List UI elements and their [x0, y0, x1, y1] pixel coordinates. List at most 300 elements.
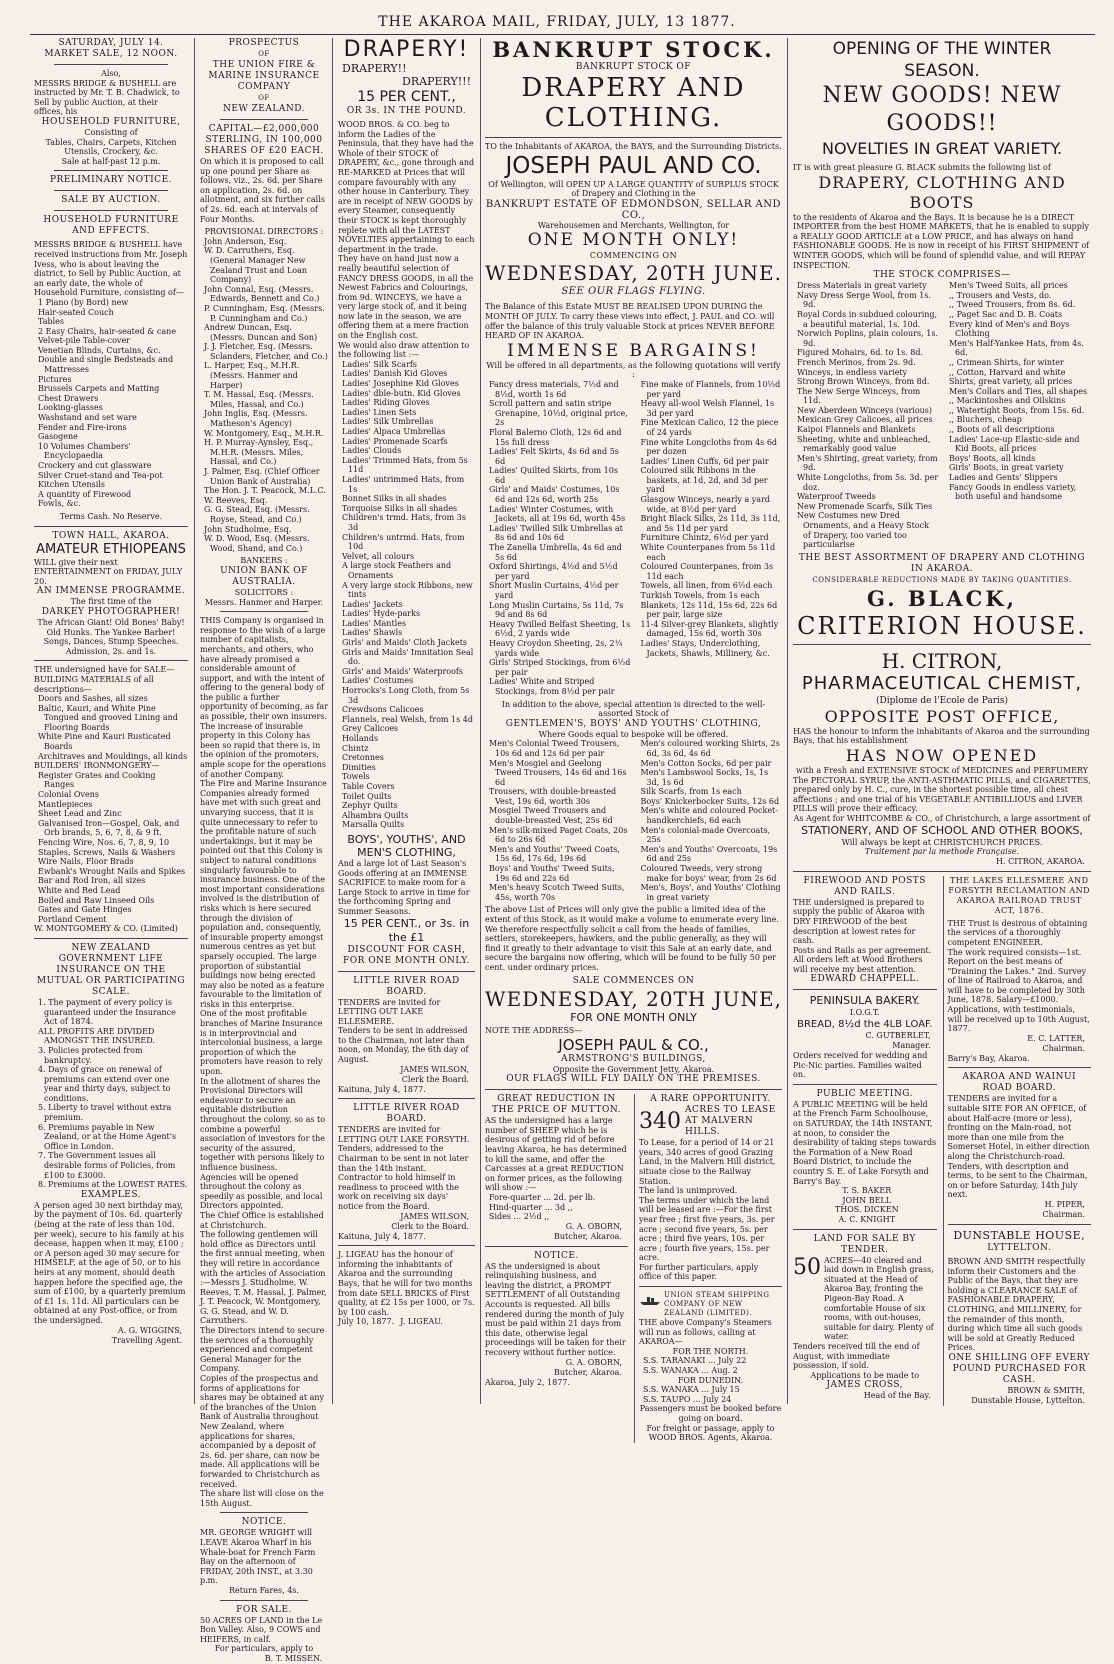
ad-body: WILL give their next ENTERTAINMENT on FRIDAY, JULY 20. — [34, 557, 183, 586]
ad-subheading: STATIONERY, AND OF SCHOOL AND OTHER BOOKS, — [801, 823, 1083, 837]
divider — [220, 119, 308, 120]
ad-body: The above List of Prices will only give the public a limited idea of the extent of this Stock, as it would make a volume to enumerate every line. We therefore respectfully solicit a call from the heads of families, settlers, storekeepers, hawkers, and the public generally, as they will find it greatly to their advantage to visit this Sale at an early date, and secure the bargains now offering, which will be found to be fully 50 per cent. under ordinary prices. — [485, 905, 779, 972]
ad-headline: NEW GOODS! NEW GOODS!! — [822, 83, 1062, 136]
list-item: Men's Half-Yankee Hats, from 4s. 6d. — [949, 338, 1084, 358]
ad-heading: OR 3s. IN THE POUND. — [346, 106, 467, 116]
clothing-list-left — [485, 739, 631, 902]
land-ad — [793, 1256, 937, 1342]
list-item: Fine white Longcloths from 4s 6d per dozen — [640, 437, 778, 457]
list-item: Fancy dress materials, 7½d and 8½d, worth 1s 6d — [489, 379, 619, 399]
ad-signature: B. T. MISSEN. — [264, 1653, 322, 1663]
price-list-left — [485, 380, 631, 697]
list-item: Boys' Knickerbocker Suits, 12s 6d — [640, 796, 780, 806]
list-item: Horrocks's Long Cloth, from 5s 3d — [342, 686, 470, 705]
ad-body: The Fire and Marine Insurance Companies already formed have met with such great and unvarying success, that it is quite unnecessary to refer to the profitable nature of such undertakings, but it may be pointed out that this Colony is subject to natural conditions singularly favourable to insurance business. One of the most important considerations involved is the distribution of risks which is here secured through the division of population and, consequently, of insurable property amongst numerous centres as yet but sparsely occupied. The large proportion of substantial buildings now being erected may also be noted as a feature favourable to the limitation of risks in this enterprise. — [200, 779, 327, 1009]
ad-signature: EDWARD CHAPPELL. — [810, 974, 920, 985]
ad-headline: OPPOSITE POST OFFICE, — [824, 706, 1060, 726]
ad-body: MR. GEORGE WRIGHT will LEAVE Akaroa Wharf in his Whale-boat for French Farm Bay on the afternoon of FRIDAY, 20th INST., at 3.30 p.m. — [200, 1528, 316, 1586]
column-4 — [481, 37, 786, 1443]
ad-text: Terms Cash. No Reserve. — [59, 511, 163, 521]
list-item: 5. Liberty to travel without extra premium. — [38, 1103, 172, 1123]
ad-body: THIS Company is organised in response to the wish of a large number of capitalists, merchants, and others, who have already promised a considerable amount of support, and with the intent of offering to the general body of the public a further opportunity of becoming, as far as possible, their own insurers. — [200, 616, 329, 722]
list-item: Oxford Shirtings, 4½d and 5½d per yard — [489, 562, 618, 581]
ad-text: FOR DUNEDIN. — [677, 1375, 744, 1385]
divider — [34, 938, 188, 939]
ad-body: The following gentlemen will hold office as Directors until the first annual meeting, when they will retire in accordance with the articles of Association :—Messrs J. Studholme, W. Reeves, T. M. Hassal, J. Palmer, J. T. Peacock, W. Montgomery, G. G. Stead, and W. D. Carruthers. — [200, 1230, 327, 1326]
ad-heading: LYTTELTON. — [987, 1242, 1052, 1253]
ad-body: Contractor to hold himself in readiness to proceed with the work on receiving six days' notice from the Board. — [338, 1173, 460, 1211]
list-item: Fine make of Flannels, from 10½d per yard — [640, 379, 781, 399]
list-item: Kitchen Utensils — [38, 480, 105, 490]
ad-heading: FIREWOOD AND POSTS AND RAILS. — [803, 875, 926, 897]
list-item: T. S. BAKER — [842, 1186, 892, 1196]
list-item: A. C. KNIGHT — [838, 1214, 896, 1224]
list-item: White Counterpanes from 5s 11d each — [640, 543, 776, 562]
list-item: Fore-quarter ... 2d. per lb. — [489, 1192, 596, 1202]
list-item: Every kind of Men's and Boys Clothing — [949, 319, 1070, 339]
list-item: JOHN BELL — [842, 1195, 892, 1205]
ad-heading: ACRES TO LEASE AT MALVERN HILLS. — [685, 1105, 776, 1138]
ad-headline: ONE MONTH ONLY! — [527, 230, 740, 251]
list-item: Girls' and Maids' Waterproofs — [342, 666, 463, 676]
list-item: Men's Mosgiel and Geelong Tweed Trousers, 14s 6d and 16s 6d — [489, 758, 627, 787]
ironmongery-list — [34, 771, 188, 925]
list-item: W. D. Carruthers, Esq. (General Manager New Zealand Trust and Loan Company) — [204, 246, 308, 285]
list-item: Ladies and Gents' Slippers — [949, 473, 1058, 483]
ad-body: HAS the honour to inform the inhabitants of Akaroa and the surrounding Bays, that his establishment — [793, 726, 1090, 746]
list-item: 7. The Government issues all desirable forms of Policies, from £100 to £3000. — [38, 1151, 176, 1180]
ad-subheading: DRAPERY!!! — [402, 75, 471, 88]
ad-text: Sale at half-past 12 p.m. — [61, 156, 161, 166]
ad-headline: AMATEUR ETHIOPEANS — [36, 541, 186, 557]
ad-body: AS the undersigned has a large number of SHEEP which he is desirous of getting rid of before leaving Akaroa, he has determined to kill the same, and offer the Carcasses at a great REDUCTION on former prices, as the following will show :— — [485, 1116, 627, 1193]
ad-heading: BANKERS : — [240, 556, 288, 566]
ad-subheading: PENINSULA BAKERY. — [809, 994, 920, 1008]
list-item: Winceys, in endless variety — [797, 367, 908, 377]
list-item: Galvanised Iron—Gospel, Oak, and Orb brands, 5, 6, 7, 8, & 9 ft. — [38, 818, 180, 838]
sailing-list — [639, 1356, 782, 1375]
list-item: Ladies' Silk Scarfs — [342, 359, 417, 369]
ad-heading: TOWN HALL, AKAROA. — [52, 530, 170, 541]
list-item: Coloured Counterpanes, from 3s 11d each — [640, 562, 774, 581]
list-item: Ladies' Twilled Silk Umbrellas at 8s 6d and 10s 6d — [489, 523, 623, 543]
ad-heading: OUR FLAGS WILL FLY DAILY ON THE PREMISES. — [506, 1074, 761, 1085]
list-item: Ladies' Promenade Scarfs — [342, 436, 448, 446]
list-item: Ladies' Linen Cuffs, 6d per pair — [640, 456, 769, 466]
ad-body: All orders left at Wood Brothers will receive my best attention. — [793, 955, 923, 974]
list-item: Fowls, &c. — [38, 499, 81, 509]
list-item: Girls' and Maids' Costumes, 10s 6d and 12s 6d, worth 25s — [489, 485, 620, 505]
ad-heading: PRELIMINARY NOTICE. — [49, 175, 172, 186]
price-lists — [485, 380, 782, 697]
ad-text: Where Goods equal to bespoke will be offered. — [538, 729, 729, 739]
ad-body: Tenders received till the end of August, with immediate possession, if sold. — [793, 1341, 920, 1371]
list-item: Coloured silk Ribbons in the baskets, at 1d, 2d, and 3d per yard — [640, 466, 768, 495]
list-item: Men's silk-mixed Paget Coats, 20s 6d to 26s 6d — [489, 825, 628, 845]
list-item: Sides ... 2½d ,, — [489, 1212, 550, 1222]
ad-text: For freight or passage, apply to WOOD BROS. Agents, Akaroa. — [646, 1423, 775, 1443]
ad-body: Orders received for wedding and Pic-Nic parties. Families waited on. — [793, 1051, 928, 1080]
ad-body: TO the Inhabitants of AKAROA, the BAYS, and the Surrounding Districts. — [485, 142, 782, 151]
divider — [220, 1600, 308, 1601]
ad-body: THE above Company's Steamers will run as follows, calling at AKAROA— — [639, 1318, 772, 1347]
ad-signature: E. C. LATTER, — [1027, 1033, 1085, 1043]
ad-headline: CRITERION HOUSE. — [797, 611, 1087, 640]
divider — [54, 190, 168, 191]
ad-heading: THE LAKES ELLESMERE AND FORSYTH RECLAMATION AND AKAROA RAILROAD TRUST ACT, 1876. — [948, 875, 1091, 915]
list-item: Men's colonial-made Overcoats, 25s — [640, 825, 771, 845]
list-item: Turkish Towels, from 1s each — [640, 591, 760, 600]
ad-body: Applications, with testimonials, will be received up to 10th August, 1877. — [947, 1005, 1090, 1034]
lease-headline — [639, 1105, 782, 1138]
list-item: 1. The payment of every policy is guaranteed under the Insurance Act of 1874. — [38, 997, 176, 1027]
ad-text: Warehousemen and Merchants, Wellington, for — [537, 220, 730, 230]
ad-body: J. LIGEAU has the honour of informing the inhabitants of Akaroa and the surrounding Bays, that he will for two months from date SELL BRICKS of First quality, at £2 15s per 1000, or 7s. by 100 cash. — [338, 1250, 475, 1317]
list-item: Zephyr Quilts — [342, 801, 398, 811]
divider — [793, 871, 1091, 872]
list-item: Velvet, all colours — [342, 551, 415, 561]
ad-signature-role: Travelling Agent. — [111, 1335, 182, 1345]
list-item: L. Harper, Esq., M.H.R. (Messrs. Hanmer and Harper) — [204, 361, 300, 390]
list-item: H. P. Murray-Aynsley, Esq., M.H.R. (Messrs. Miles, Hassal, and Co.) — [204, 438, 314, 467]
ad-body: ACRES—40 cleared and laid down in English grass, situated at the Head of Akaroa Bay, fronting the Pigeon-Bay Road. A comfortable House of six rooms, with out-houses, suitable for dairy. Plenty of water. — [824, 1255, 934, 1342]
ad-body: Tenders, with description and terms, to be sent to the Chairman, on or before Saturday, 14th July next. — [947, 1161, 1088, 1200]
ad-body: The increase of insurable property in this Colony has been so rapid that there is, in the opinion of the promoters, ample scope for the operations of another Company. — [200, 721, 327, 779]
list-item: J. J. Fletcher, Esq. (Messrs. Sclanders, Fletcher, and Co.) — [204, 342, 328, 361]
list-item: Table Covers — [342, 781, 395, 791]
list-item: 1 Piano (by Bord) new — [38, 297, 129, 307]
ad-heading: PROSPECTUS — [228, 38, 300, 48]
small-ads — [793, 876, 1091, 1406]
ad-body: THE undersigned is prepared to supply the public of Akaroa with DRY FIREWOOD of the best description at lowest rates for cash. — [793, 897, 925, 946]
list-item: Ladies' Felt Skirts, 4s 6d and 5s 6d — [489, 447, 619, 466]
ad-heading: SALE BY AUCTION. — [61, 195, 161, 206]
column-divider — [787, 38, 788, 1404]
list-item: THOS. DICKEN — [834, 1205, 899, 1215]
list-item: A very large stock Ribbons, new tints — [342, 580, 473, 600]
ad-heading: UNION STEAM SHIPPING COMPANY OF NEW ZEALAND (LIMITED). — [664, 1291, 770, 1318]
acres-number: 50 — [793, 1254, 821, 1280]
ad-headline: DRAPERY AND CLOTHING. — [521, 73, 746, 133]
ad-heading: BUILDING MATERIALS of all descriptions— — [34, 674, 154, 694]
ad-signature-role: Butcher, Akaroa. — [554, 1231, 622, 1241]
ad-text: Tables, Chairs, Carpets, Kitchen Utensils, Crockery, &c. — [45, 137, 177, 157]
ad-signature-role: Clerk the Board. — [401, 1074, 469, 1084]
ad-text: Will always be kept at CHRISTCHURCH PRICES. — [841, 837, 1043, 847]
steamship-header — [639, 1291, 782, 1318]
ad-date: Kaituna, July 4, 1877. — [338, 1231, 426, 1241]
list-item: Ladies' Riding Gloves — [342, 398, 430, 408]
list-item: Andrew Duncan, Esq. (Messrs. Duncan and Son) — [204, 323, 318, 342]
ad-subheading: BREAD, 8½d the 4LB LOAF. — [797, 1019, 933, 1031]
ad-heading: THE BEST ASSORTMENT OF DRAPERY AND CLOTHING IN AKAROA. — [798, 552, 1086, 574]
list-item: A large stock Feathers and Ornaments — [342, 561, 452, 580]
ad-body: The Directors intend to secure the services of a thoroughly experienced and competent General Manager for the Company. — [200, 1326, 325, 1374]
list-item: A quantity of Firewood — [38, 489, 132, 499]
list-item: Floral Balerno Cloth, 12s 6d and 15s full dress — [489, 427, 622, 447]
list-item: Bright Black Silks, 2s 11d, 3s 11d, and 5s 11d per yard — [640, 514, 781, 533]
ad-signature: JAMES WILSON, — [400, 1064, 469, 1074]
drapery-list — [338, 360, 475, 830]
ad-heading: GREAT REDUCTION IN THE PRICE OF MUTTON. — [492, 1094, 621, 1116]
ad-signature-role: Dunstable House, Lyttelton. — [971, 1395, 1085, 1405]
list-item: Towels, all linen, from 6½d each — [640, 581, 773, 591]
ad-headline: 15 PER CENT., — [357, 89, 456, 105]
ad-heading: NOTICE. — [241, 1517, 287, 1528]
small-ads-right — [943, 876, 1092, 1406]
list-item: Furniture Chintz, 6½d per yard — [640, 533, 769, 543]
list-item: Men's Shirting, great variety, from 9d. — [797, 453, 938, 473]
column-1 — [30, 38, 192, 1404]
ad-heading: SOLICITORS : — [234, 587, 294, 597]
column-divider — [194, 38, 195, 1404]
list-item: White Pine and Kauri Rusticated Boards — [38, 732, 171, 752]
column-2 — [196, 38, 332, 1663]
ad-text: For particulars, apply to — [214, 1644, 314, 1654]
ad-heading: DISCOUNT FOR CASH, FOR ONE MONTH ONLY. — [343, 944, 470, 966]
ad-headline: WEDNESDAY, 20TH JUNE. — [485, 261, 782, 286]
ad-body: The land is unimproved. — [639, 1186, 738, 1196]
list-item: W. Reeves, Esq. — [204, 495, 268, 505]
list-item: Staples, Screws, Nails & Washers — [38, 847, 176, 857]
list-item: French Merinos, from 2s. 9d. — [797, 357, 916, 367]
list-item: ALL PROFITS ARE DIVIDED AMONGST THE INSURED. — [38, 1026, 155, 1046]
ad-heading: GENTLEMEN'S, BOYS' AND YOUTHS' CLOTHING, — [505, 718, 762, 729]
list-item: Girls' Striped Stockings, from 6½d per pair — [489, 658, 631, 677]
list-item: Gasogene — [38, 432, 78, 442]
bankrupt-headline: BANKRUPT STOCK. — [492, 37, 775, 62]
list-item: Dimities — [342, 762, 376, 772]
ad-heading: SALE COMMENCES ON — [572, 975, 695, 986]
ad-text: As Agent for WHITCOMBE & CO., of Christchurch, a large assortment of — [793, 813, 1091, 823]
small-ads-left — [485, 1094, 628, 1443]
list-item: Boiled and Raw Linseed Oils — [38, 895, 155, 905]
ad-body: The Balance of this Estate MUST BE REALISED UPON DURING the MONTH OF JULY. To carry these views into effect, J. PAUL and CO. will offer the balance of this truly valuable Stock at prices NEVER BEFORE HEARD OF IN AKAROA. — [485, 302, 775, 341]
list-item: Waterproof Tweeds — [797, 492, 876, 502]
ad-heading: CONSIDERABLE REDUCTIONS MADE BY TAKING QUANTITIES. — [812, 575, 1072, 584]
ad-heading: DARKEY PHOTOGRAPHER! — [41, 606, 181, 617]
list-item: Pictures — [38, 374, 72, 384]
ad-body: TENDERS are invited for LETTING OUT LAKE FORSYTH. — [338, 1125, 470, 1144]
ad-signature: BROWN & SMITH, — [1007, 1385, 1085, 1395]
ad-body: On which it is proposed to call up one pound per Share as follows, viz., 2s. 6d. per Share on application, 2s. 6d. on allotment, and six further calls of 2s. 6d. each at intervals of Four Months. — [200, 157, 325, 224]
ad-heading: BUILDERS' IRONMONGERY— — [34, 761, 160, 771]
stock-lists — [793, 281, 1091, 550]
stock-list-left — [793, 281, 939, 550]
list-item: P. Cunningham, Esq. (Messrs. P. Cunningham and Co.) — [204, 303, 325, 323]
list-item: Trousers, with double-breasted Vest, 19s 6d, worth 30s — [489, 787, 617, 806]
ad-text: OF — [258, 50, 270, 58]
ad-body: For further particulars, apply office of this paper. — [639, 1262, 759, 1282]
stock-list-right — [945, 281, 1091, 550]
ad-body: The Chief Office is established at Christchurch. — [200, 1210, 324, 1230]
ad-text: In addition to the above, special attention is directed to the well-assorted Stock of — [501, 699, 766, 719]
divider — [485, 137, 782, 138]
list-item: T. M. Hassal, Esq. (Messrs. Miles, Hassal, and Co.) — [204, 390, 314, 409]
ad-text: with a Fresh and EXTENSIVE STOCK of MEDICINES and PERFUMERY — [796, 765, 1088, 775]
ad-text: The first time of the — [70, 597, 152, 607]
list-item: ,, Cotton, Harvard and white — [949, 367, 1066, 377]
list-item: Short Muslin Curtains, 4½d per yard — [489, 581, 619, 600]
ad-heading: LITTLE RIVER ROAD BOARD. — [353, 1103, 460, 1125]
list-item: Shirts, great variety, all prices — [949, 377, 1073, 387]
list-item: Grey Calicoes — [342, 724, 399, 734]
list-item: Scroll pattern and satin stripe Grenapine, 10½d, original price, 2s — [489, 399, 628, 428]
list-item: 3. Policies protected from bankruptcy. — [38, 1045, 143, 1065]
ad-heading: COMMENCING ON — [589, 251, 678, 261]
list-item: Tables — [38, 317, 65, 327]
ad-body: They have on hand just now a really beautiful selection of FANCY DRESS GOODS, in all the Newest Fabrics and Colourings, from 9d. WINCEYS, we have a very large stock of, and it being now late in the season, we are offering them at a mere fraction on the English cost. — [338, 254, 474, 341]
ad-text: The African Giant! Old Bones' Baby! Old Hunks. The Yankee Barber! Songs, Dances, Stump Speeches. Admission, 2s. and 1s. — [37, 617, 185, 656]
list-item: Men's and Youths' Overcoats, 19s 6d and 25s — [640, 844, 778, 864]
list-item: ,, Paget Sac and D. B. Coats — [949, 309, 1063, 319]
ad-headline: G. BLACK, — [867, 585, 1017, 611]
list-item: Bar and Rod Iron, all sizes — [38, 876, 146, 886]
list-item: Toilet Quilts — [342, 791, 392, 801]
list-item: Ewbank's Wrought Nails and Spikes — [38, 866, 186, 876]
list-item: Long Muslin Curtains, 5s 11d, 7s 9d and 8s 6d — [489, 600, 624, 620]
ad-text: Barry's Bay, Akaroa. — [947, 1053, 1030, 1063]
list-item: Ladies' Stays, Underclothing, Jackets, Shawls, Millinery, &c. — [640, 638, 770, 658]
ad-signature-role: Chairman. — [1042, 1043, 1085, 1053]
ad-body: The share list will close on the 15th August. — [200, 1489, 324, 1508]
ad-heading: LAND FOR SALE BY TENDER. — [813, 1233, 916, 1255]
directors-list — [200, 237, 328, 554]
ad-text: Also, — [101, 69, 121, 78]
ad-body: In the allotment of shares the Provisional Directors will endeavour to secure an equitable distribution throughout the colony, so as to combine a powerful association of investors for the security of the assured, together with persons likely to influence business. — [200, 1076, 326, 1172]
list-item: Boys' Boots, all kinds — [949, 453, 1036, 463]
small-ads-right — [634, 1094, 782, 1443]
ad-headline: PHARMACEUTICAL CHEMIST, — [801, 672, 1083, 694]
ad-headline: WEDNESDAY, 20TH JUNE, — [485, 986, 782, 1011]
list-item: Bonnet Silks in all shades — [342, 494, 447, 504]
list-item: Blankets, 12s 11d, 15s 6d, 22s 6d per pair, large size — [640, 600, 778, 620]
list-item: Crewdsons Calicoes — [342, 705, 424, 715]
ad-text: Applications to be made to — [810, 1370, 920, 1380]
divider — [793, 1084, 937, 1085]
divider — [220, 1512, 308, 1513]
list-item: Men's, Boys', and Youths' Clothing in great variety — [640, 883, 781, 902]
divider — [948, 1067, 1092, 1068]
list-item: Venetian Blinds, Curtains, &c. — [38, 345, 161, 355]
list-item: Mantlepieces — [38, 799, 93, 809]
ad-text: I.O.G.T. — [849, 1008, 880, 1018]
list-item: Heavy Twilled Belfast Sheeting, 1s 6½d, 2 yards wide — [489, 619, 631, 639]
list-item: Ladies' White and Striped Stockings, from 8½d per pair — [489, 677, 615, 696]
ad-text: Traitement par la methode Française. — [864, 847, 1020, 857]
list-item: Children's trmd. Hats, from 3s 3d — [342, 513, 466, 532]
list-item: Portland Cement — [38, 914, 107, 924]
ad-signature: A. G. WIGGINS, — [117, 1325, 182, 1335]
ad-heading: NEW ZEALAND. — [223, 104, 305, 114]
list-item: Looking-glasses — [38, 403, 103, 413]
sale-date: SATURDAY, JULY 14. — [58, 38, 164, 48]
list-item: Torquoise Silks in all shades — [342, 503, 458, 513]
list-item: John Connal, Esq. (Messrs. Edwards, Bennett and Co.) — [204, 284, 320, 304]
list-item: Mexican Grey Calicoes, all prices — [797, 415, 933, 425]
list-item: Ladies' Josephine Kid Gloves — [342, 379, 459, 389]
list-item: Washstand and set ware — [38, 413, 137, 423]
list-item: Fender and Fire-irons — [38, 422, 127, 432]
ad-heading: NEW ZEALAND GOVERNMENT LIFE INSURANCE ON THE MUTUAL OR PARTICIPATING SCALE. — [36, 942, 186, 997]
ad-heading: CAPITAL—£2,000,000 STERLING, IN 100,000 SHARES OF £20 EACH. — [204, 124, 324, 156]
list-item: Alhambra Quilts — [342, 810, 409, 820]
ad-body: The PECTORAL SYRUP, the ANTI-ASTHMATIC PILLS, and CIGARETTES, prepared only by H. C., cure, in the shortest possible time, all chest affections ; and one trial of his VEGETABLE ANTIBILLIOUS and LIVER PILLS will prove their efficacy. — [793, 775, 1091, 814]
list-item: Velvet-pile Table-cover — [38, 336, 130, 346]
ad-signature: JAMES WILSON, — [400, 1211, 469, 1221]
list-item: Ladies' Quilted Skirts, from 10s 6d — [489, 466, 618, 485]
ad-text: Messrs. Hanmer and Harper. — [204, 597, 324, 607]
ad-text: Return Fares, 4s. — [229, 1585, 299, 1595]
ad-heading: PROVISIONAL DIRECTORS : — [204, 227, 324, 237]
list-item: 4. Days of grace on renewal of premiums can extend over one year and thirty days, subject to conditions. — [38, 1065, 171, 1103]
ad-heading: HOUSEHOLD FURNITURE, — [41, 116, 181, 127]
ad-signature: J. LIGEAU. — [400, 1317, 443, 1327]
ad-body: IT is with great pleasure G. BLACK submits the following list of — [793, 163, 1051, 172]
ad-body: AS the undersigned is about relinquishing business, and leaving the district, a PROMPT SETTLEMENT of all Outstanding Accounts is requested. All bills rendered during the month of July must be paid within 21 days from this date, otherwise legal proceedings will be taken for their recovery without further notice. — [485, 1261, 626, 1358]
divider — [793, 644, 1091, 645]
ad-text: (Diplome de l'Ecole de Paris) — [875, 695, 1009, 706]
ad-body: Copies of the prospectus and forms of applications for shares may be obtained at any of the branches of the Union Bank of Australia throughout New Zealand, where applications for shares, accompanied by a deposit of 2s. 6d. per share, can now be made. All applications will be forwarded to Christchurch as received. — [200, 1374, 325, 1489]
list-item: ,, Boots of all descriptions — [949, 425, 1055, 435]
list-item: Fine Mexican Calico, 12 the piece of 24 yards — [640, 418, 779, 437]
divider — [54, 210, 168, 211]
list-item: Hind-quarter ... 3d ,, — [489, 1202, 573, 1212]
ad-heading: AKAROA AND WAINUI ROAD BOARD. — [962, 1072, 1077, 1094]
list-item: Girls' and Maids' Cloth Jackets — [342, 638, 468, 648]
ad-body: The terms under which the land will be leased are :—For the first year free ; first five years, 3s. per acre ; second five years, 5s. per acre ; third five years, 10s. per acre ; fourth five years, 15s. per acre. — [639, 1195, 775, 1263]
ad-body: And a large lot of Last Season's Goods offering at an IMMENSE SACRIFICE to make room for a Large Stock to arrive in time for the forthcoming Spring and Summer Seasons. — [338, 858, 470, 916]
ad-signature-role: Chairman. — [1042, 1209, 1085, 1219]
ad-signature-role: Manager. — [892, 1041, 931, 1051]
market-sale: MARKET SALE, 12 NOON. — [44, 49, 178, 59]
list-item: Men's heavy Scotch Tweed Suits, 45s, worth 70s — [489, 883, 625, 902]
divider — [338, 1098, 475, 1099]
list-item: John Inglis, Esq. (Messrs. Matheson's Agency) — [204, 409, 308, 429]
ad-body: Tenders, addressed to the Chairman to be sent in not later than the 14th instant. — [338, 1144, 469, 1173]
list-item: Sheeting, white and unbleached, remarkably good value — [797, 434, 931, 454]
list-item: S.S. WANAKA ... Aug. 2 — [643, 1366, 738, 1376]
ad-heading: FOR SALE. — [236, 1604, 292, 1615]
list-item: Ladies' Shawls — [342, 628, 403, 638]
list-item: Brussels Carpets and Matting — [38, 384, 160, 394]
list-item: The New Serge Winceys, from 11d. — [797, 386, 921, 406]
list-item: Hollands — [342, 734, 379, 743]
ad-signature: G. A. OBORN, — [565, 1221, 622, 1231]
ad-footer — [338, 1317, 475, 1327]
ad-heading: AN IMMENSE PROGRAMME. — [36, 586, 186, 597]
list-item: Register Grates and Cooking Ranges — [38, 770, 156, 790]
ad-body: BROWN AND SMITH respectfully inform their Customers and the Public of the Bays, that they are holding a CLEARANCE SALE of FASHIONABLE DRAPERY, CLOTHING, and MILLINERY, for the remainder of this month, during which time all such goods will be sold at Greatly Reduced Prices. — [947, 1256, 1086, 1353]
ad-text: Will be offered in all departments, as the following quotations will verify : — [486, 360, 781, 380]
ad-body: A PUBLIC MEETING will be held at the French Farm Schoolhouse, on SATURDAY, the 14th INSTANT, at noon, to consider the desirability of taking steps towards the Formation of a New Road Board District, to include the country S. E. of Lake Forsyth and Barry's Bay. — [793, 1099, 937, 1186]
list-item: Girls and Maids' Imnitation Seal do. — [342, 647, 474, 667]
list-item: Chintz — [342, 743, 369, 753]
ad-signature: H. CITRON, AKAROA. — [996, 856, 1085, 866]
ad-body: MESSRS BRIDGE & BUSHELL have received instructions from Mr. Joseph Ivess, who is about leaving the district, to Sell by Public Auction, at an early date, the whole of Household Furniture, consisting of— — [34, 240, 188, 298]
list-item: Ladies' Alpaca Umbrellas — [342, 427, 446, 436]
list-item: Glasgow Winceys, nearly a yard wide, at 8½d per yard — [640, 495, 771, 514]
list-item: ,, Watertight Boots, from 15s. 6d. — [949, 405, 1085, 415]
masthead-rule — [30, 34, 1095, 35]
list-item: Colonial Ovens — [38, 790, 99, 800]
list-item: Crockery and cut glassware — [38, 461, 152, 470]
mutton-prices — [485, 1193, 628, 1222]
column-3 — [334, 38, 479, 1404]
divider — [639, 1286, 782, 1287]
list-item: Silk Scarfs, from 1s each — [640, 787, 742, 797]
list-item: Children's untrmd. Hats, from 10d — [342, 532, 465, 552]
